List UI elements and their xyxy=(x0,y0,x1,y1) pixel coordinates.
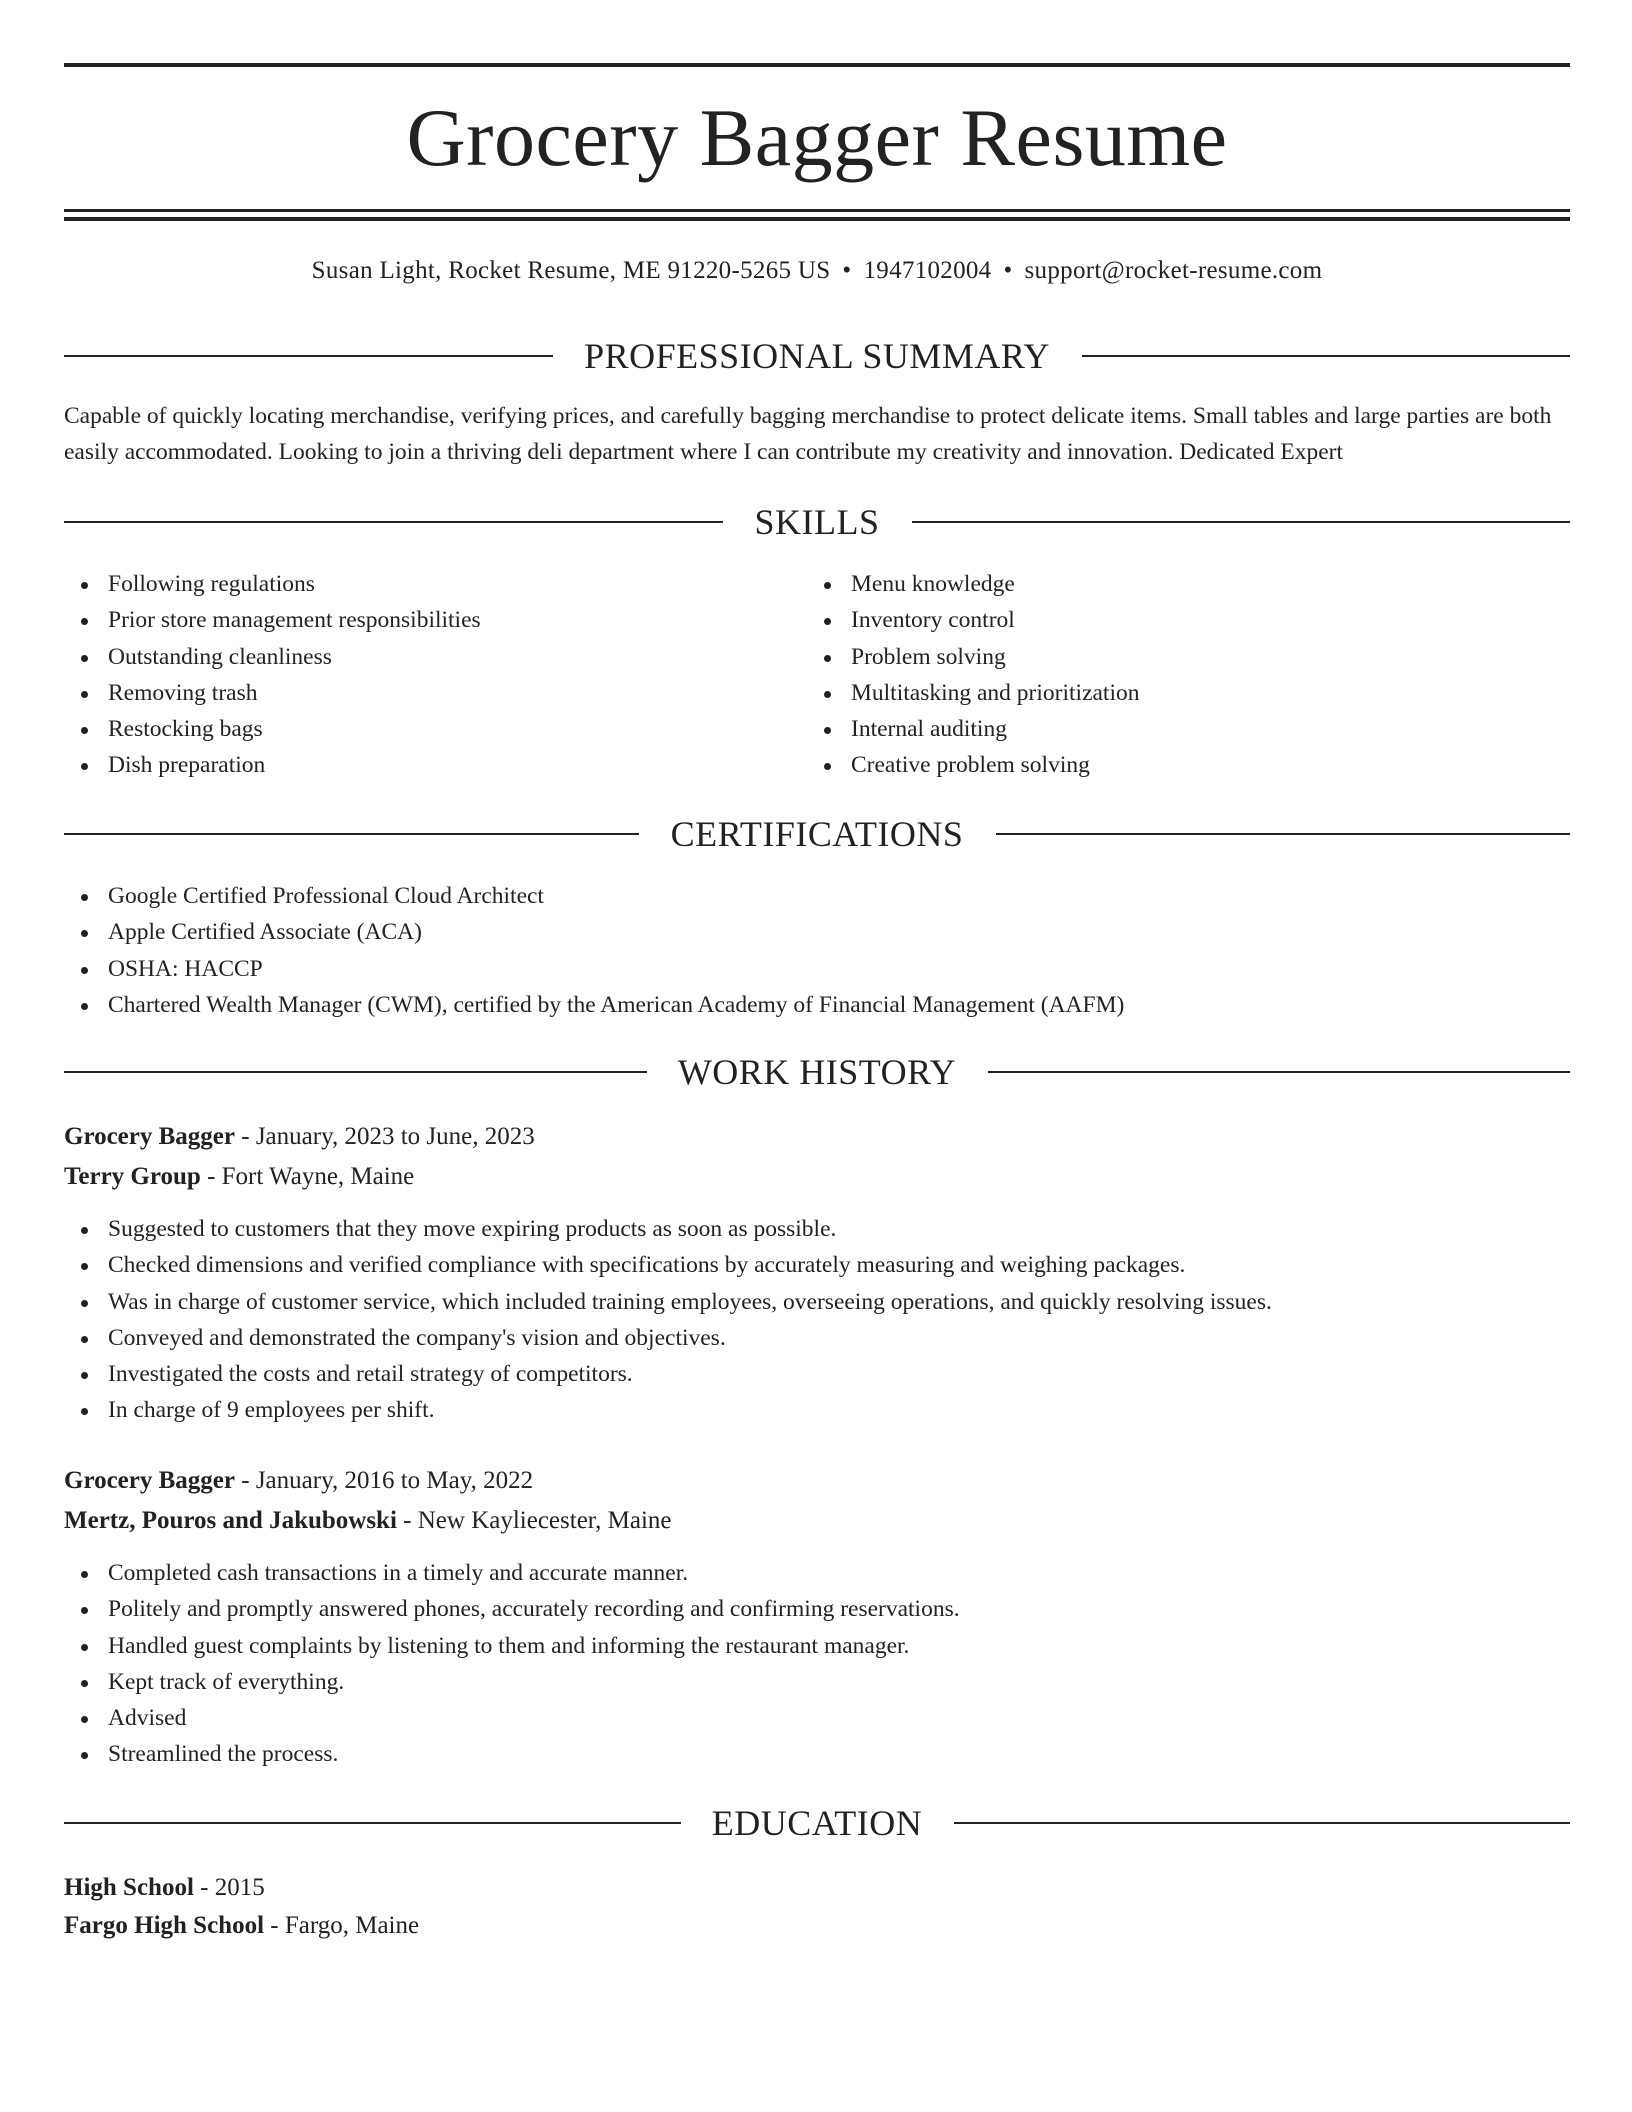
list-item: Handled guest complaints by listening to them and informing the restaurant manager. xyxy=(64,1628,1570,1664)
list-item: Advised xyxy=(64,1700,1570,1736)
section-heading: EDUCATION xyxy=(711,1803,923,1843)
education-degree-line xyxy=(64,1868,1570,1908)
list-item: Creative problem solving xyxy=(807,747,1507,783)
list-item: Prior store management responsibilities xyxy=(64,602,764,638)
job-title-line xyxy=(64,1117,1570,1157)
job-bullets xyxy=(64,1211,1570,1429)
header-bottom-rule-1 xyxy=(64,209,1570,212)
education-school: Fargo High School xyxy=(64,1912,265,1939)
list-item: Outstanding cleanliness xyxy=(64,639,764,675)
job-dates: - January, 2023 to June, 2023 xyxy=(235,1123,535,1150)
contact-line xyxy=(64,254,1570,288)
work-section-header xyxy=(64,1050,1570,1094)
education-school-line xyxy=(64,1906,1570,1946)
certifications-list xyxy=(64,878,1570,1023)
skills-section-header xyxy=(64,500,1570,544)
contact-email: support@rocket-resume.com xyxy=(1024,257,1323,284)
skills-list-right xyxy=(807,566,1507,784)
skills-list-left xyxy=(64,566,764,784)
education-degree: High School xyxy=(64,1874,194,1901)
section-heading: SKILLS xyxy=(754,502,880,542)
job-dates: - January, 2016 to May, 2022 xyxy=(235,1467,534,1494)
list-item: Kept track of everything. xyxy=(64,1664,1570,1700)
education-location: - Fargo, Maine xyxy=(264,1912,420,1939)
job-title: Grocery Bagger xyxy=(64,1467,235,1494)
list-item: Google Certified Professional Cloud Architect xyxy=(64,878,1570,914)
list-item: Investigated the costs and retail strategy of competitors. xyxy=(64,1356,1570,1392)
job-company: Terry Group xyxy=(64,1163,201,1190)
contact-separator: • xyxy=(842,257,852,284)
list-item: Conveyed and demonstrated the company's vision and objectives. xyxy=(64,1320,1570,1356)
job-location: - New Kayliecester, Maine xyxy=(396,1507,672,1534)
list-item: Streamlined the process. xyxy=(64,1736,1570,1772)
job-title: Grocery Bagger xyxy=(64,1123,235,1150)
list-item: Internal auditing xyxy=(807,711,1507,747)
job-bullets xyxy=(64,1555,1570,1773)
list-item: Checked dimensions and verified compliance with specifications by accurately measuring and weighing packages. xyxy=(64,1247,1570,1283)
list-item: Problem solving xyxy=(807,639,1507,675)
job-location: - Fort Wayne, Maine xyxy=(200,1163,415,1190)
summary-text: Capable of quickly locating merchandise, verifying prices, and carefully bagging merchandise to protect delicate items. Small tables and large parties are both easily accommodated. Looking to join a thriving deli department where I can contribute my creativity and innovation. Dedicated Expert xyxy=(64,403,1552,465)
list-item: Was in charge of customer service, which included training employees, overseeing operations, and quickly resolving issues. xyxy=(64,1284,1570,1320)
list-item: Apple Certified Associate (ACA) xyxy=(64,914,1570,950)
list-item: Completed cash transactions in a timely and accurate manner. xyxy=(64,1555,1570,1591)
contact-address: Susan Light, Rocket Resume, ME 91220-5265 US xyxy=(311,257,831,284)
education-section-header xyxy=(64,1801,1570,1845)
header-top-rule xyxy=(64,63,1570,67)
list-item: Politely and promptly answered phones, accurately recording and confirming reservations. xyxy=(64,1591,1570,1627)
contact-separator: • xyxy=(1003,257,1013,284)
summary-section-header xyxy=(64,334,1570,378)
certifications-section-header xyxy=(64,812,1570,856)
list-item: OSHA: HACCP xyxy=(64,951,1570,987)
job-title-line xyxy=(64,1461,1570,1501)
header-bottom-rule-2 xyxy=(64,217,1570,221)
list-item: Inventory control xyxy=(807,602,1507,638)
resume-title: Grocery Bagger Resume xyxy=(406,92,1228,183)
job-company: Mertz, Pouros and Jakubowski xyxy=(64,1507,397,1534)
education-year: - 2015 xyxy=(193,1874,265,1901)
list-item: Dish preparation xyxy=(64,747,764,783)
section-heading: CERTIFICATIONS xyxy=(670,814,964,854)
list-item: Following regulations xyxy=(64,566,764,602)
contact-phone: 1947102004 xyxy=(863,257,992,284)
list-item: Removing trash xyxy=(64,675,764,711)
job-company-line xyxy=(64,1157,1570,1197)
list-item: Menu knowledge xyxy=(807,566,1507,602)
list-item: Suggested to customers that they move expiring products as soon as possible. xyxy=(64,1211,1570,1247)
section-heading: WORK HISTORY xyxy=(677,1052,957,1092)
list-item: Chartered Wealth Manager (CWM), certified by the American Academy of Financial Management (AAFM) xyxy=(64,987,1570,1023)
list-item: Restocking bags xyxy=(64,711,764,747)
list-item: Multitasking and prioritization xyxy=(807,675,1507,711)
job-company-line xyxy=(64,1501,1570,1541)
section-heading: PROFESSIONAL SUMMARY xyxy=(584,336,1050,376)
list-item: In charge of 9 employees per shift. xyxy=(64,1392,1570,1428)
